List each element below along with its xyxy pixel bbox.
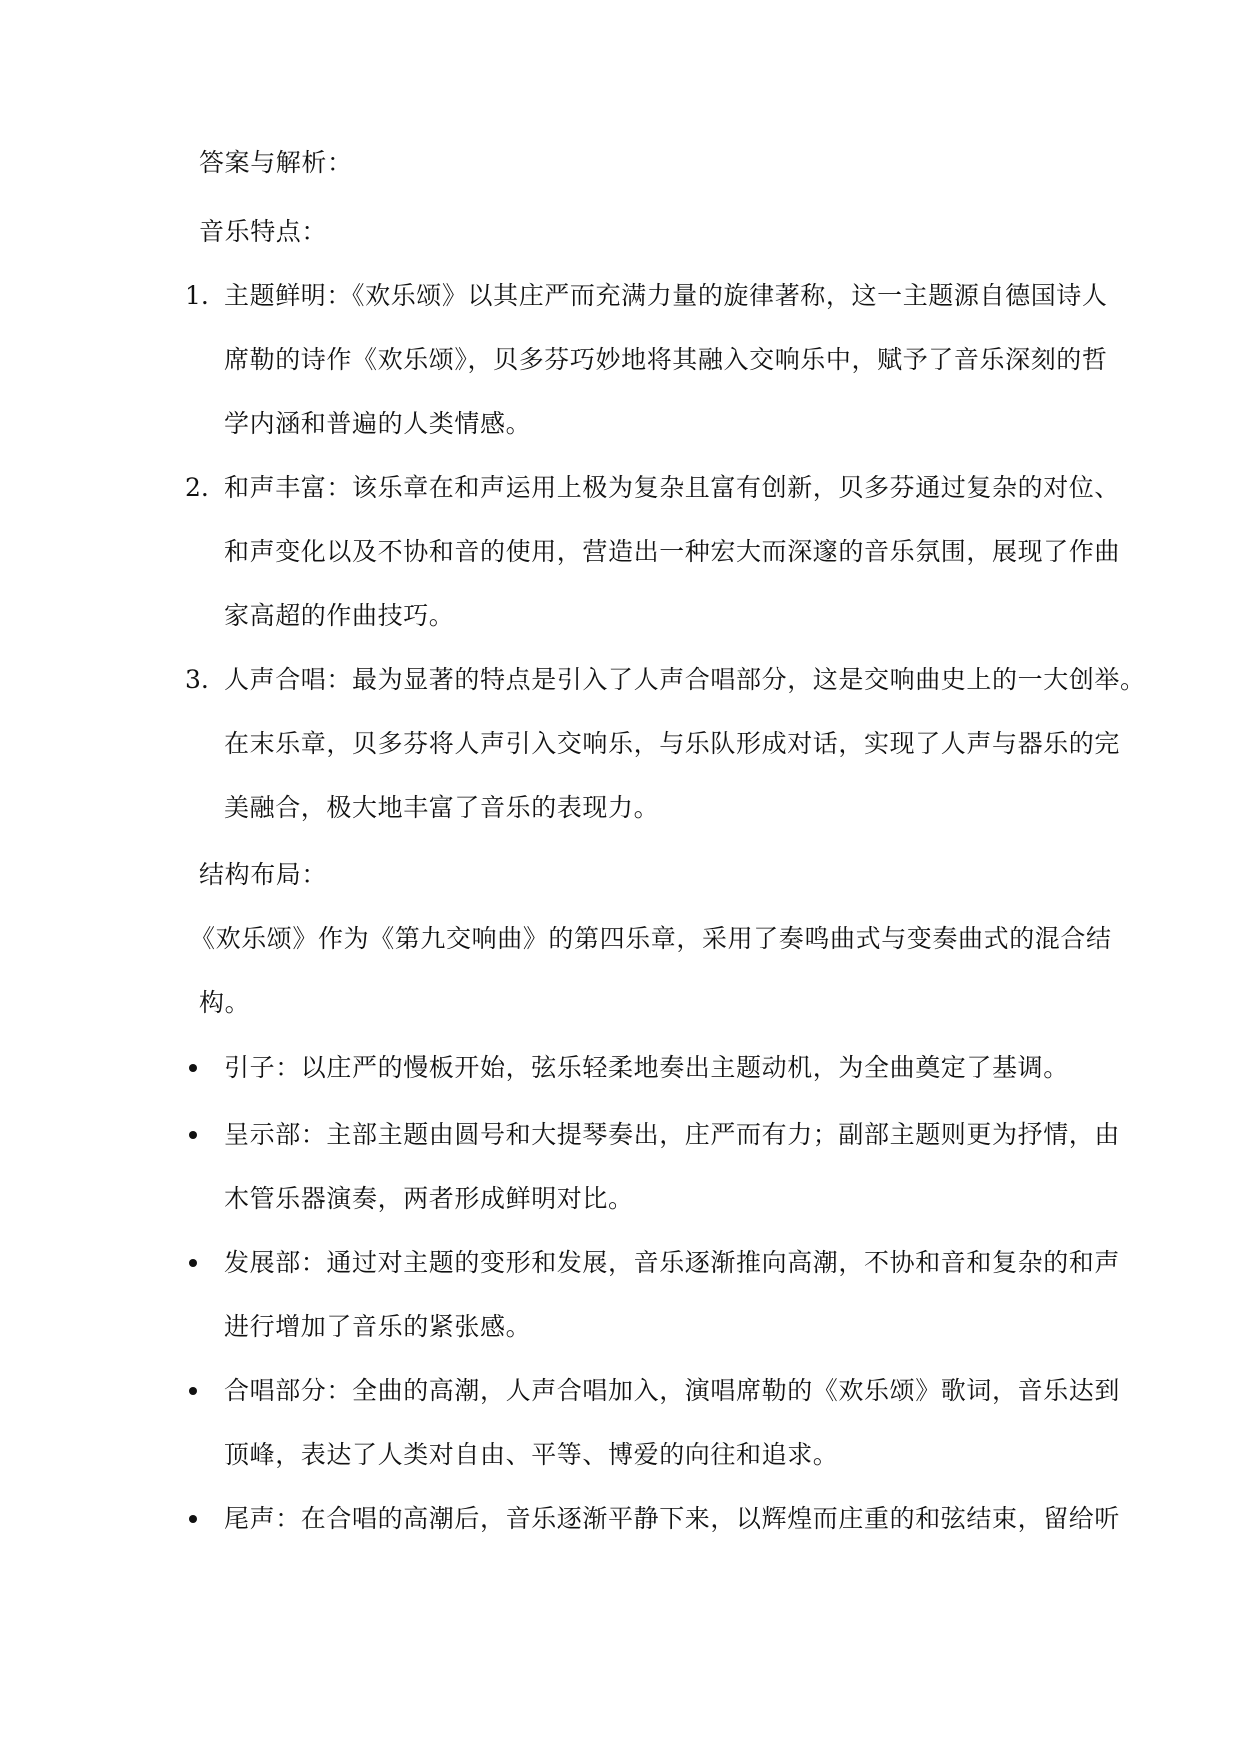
answer-heading: 答案与解析： xyxy=(199,148,353,177)
bullet-dot xyxy=(189,1387,197,1395)
feature-text-line: 在末乐章，贝多芬将人声引入交响乐，与乐队形成对话，实现了人声与器乐的完 xyxy=(224,729,1121,758)
feature-text-line: 席勒的诗作《欢乐颂》，贝多芬巧妙地将其融入交响乐中，赋予了音乐深刻的哲 xyxy=(224,345,1108,374)
section-text-line: 合唱部分：全曲的高潮，人声合唱加入，演唱席勒的《欢乐颂》歌词，音乐达到 xyxy=(224,1376,1121,1405)
feature-text-line: 和声变化以及不协和音的使用，营造出一种宏大而深邃的音乐氛围，展现了作曲 xyxy=(224,537,1121,566)
bullet-dot xyxy=(189,1131,197,1139)
feature-text-line: 主题鲜明：《欢乐颂》以其庄严而充满力量的旋律著称，这一主题源自德国诗人 xyxy=(224,281,1108,310)
section-text-line: 尾声：在合唱的高潮后，音乐逐渐平静下来，以辉煌而庄重的和弦结束，留给听 xyxy=(224,1504,1121,1533)
feature-text-line: 家高超的作曲技巧。 xyxy=(224,601,455,630)
feature-text-line: 人声合唱：最为显著的特点是引入了人声合唱部分，这是交响曲史上的一大创举。 xyxy=(224,665,1146,694)
feature-text-line: 美融合，极大地丰富了音乐的表现力。 xyxy=(224,793,660,822)
bullet-dot xyxy=(189,1515,197,1523)
feature-text-line: 和声丰富：该乐章在和声运用上极为复杂且富有创新，贝多芬通过复杂的对位、 xyxy=(224,473,1121,502)
structure-intro-line: 构。 xyxy=(199,988,251,1017)
section-text-line: 顶峰，表达了人类对自由、平等、博爱的向往和追求。 xyxy=(224,1440,839,1469)
structure-heading: 结构布局： xyxy=(199,860,328,889)
section-text-line: 发展部：通过对主题的变形和发展，音乐逐渐推向高潮，不协和音和复杂的和声 xyxy=(224,1248,1121,1277)
section-text-line: 进行增加了音乐的紧张感。 xyxy=(224,1312,532,1341)
bullet-dot xyxy=(189,1064,197,1072)
list-number: 2. xyxy=(185,473,209,502)
music-features-heading: 音乐特点： xyxy=(199,217,328,246)
list-number: 1. xyxy=(185,281,209,310)
bullet-dot xyxy=(189,1259,197,1267)
structure-intro-line: 《欢乐颂》作为《第九交响曲》的第四乐章，采用了奏鸣曲式与变奏曲式的混合结 xyxy=(190,924,1112,953)
section-text-line: 呈示部：主部主题由圆号和大提琴奏出，庄严而有力；副部主题则更为抒情，由 xyxy=(224,1120,1121,1149)
section-text-line: 木管乐器演奏，两者形成鲜明对比。 xyxy=(224,1184,634,1213)
feature-text-line: 学内涵和普遍的人类情感。 xyxy=(224,409,532,438)
list-number: 3. xyxy=(185,665,209,694)
section-text-line: 引子：以庄严的慢板开始，弦乐轻柔地奏出主题动机，为全曲奠定了基调。 xyxy=(224,1053,1069,1082)
